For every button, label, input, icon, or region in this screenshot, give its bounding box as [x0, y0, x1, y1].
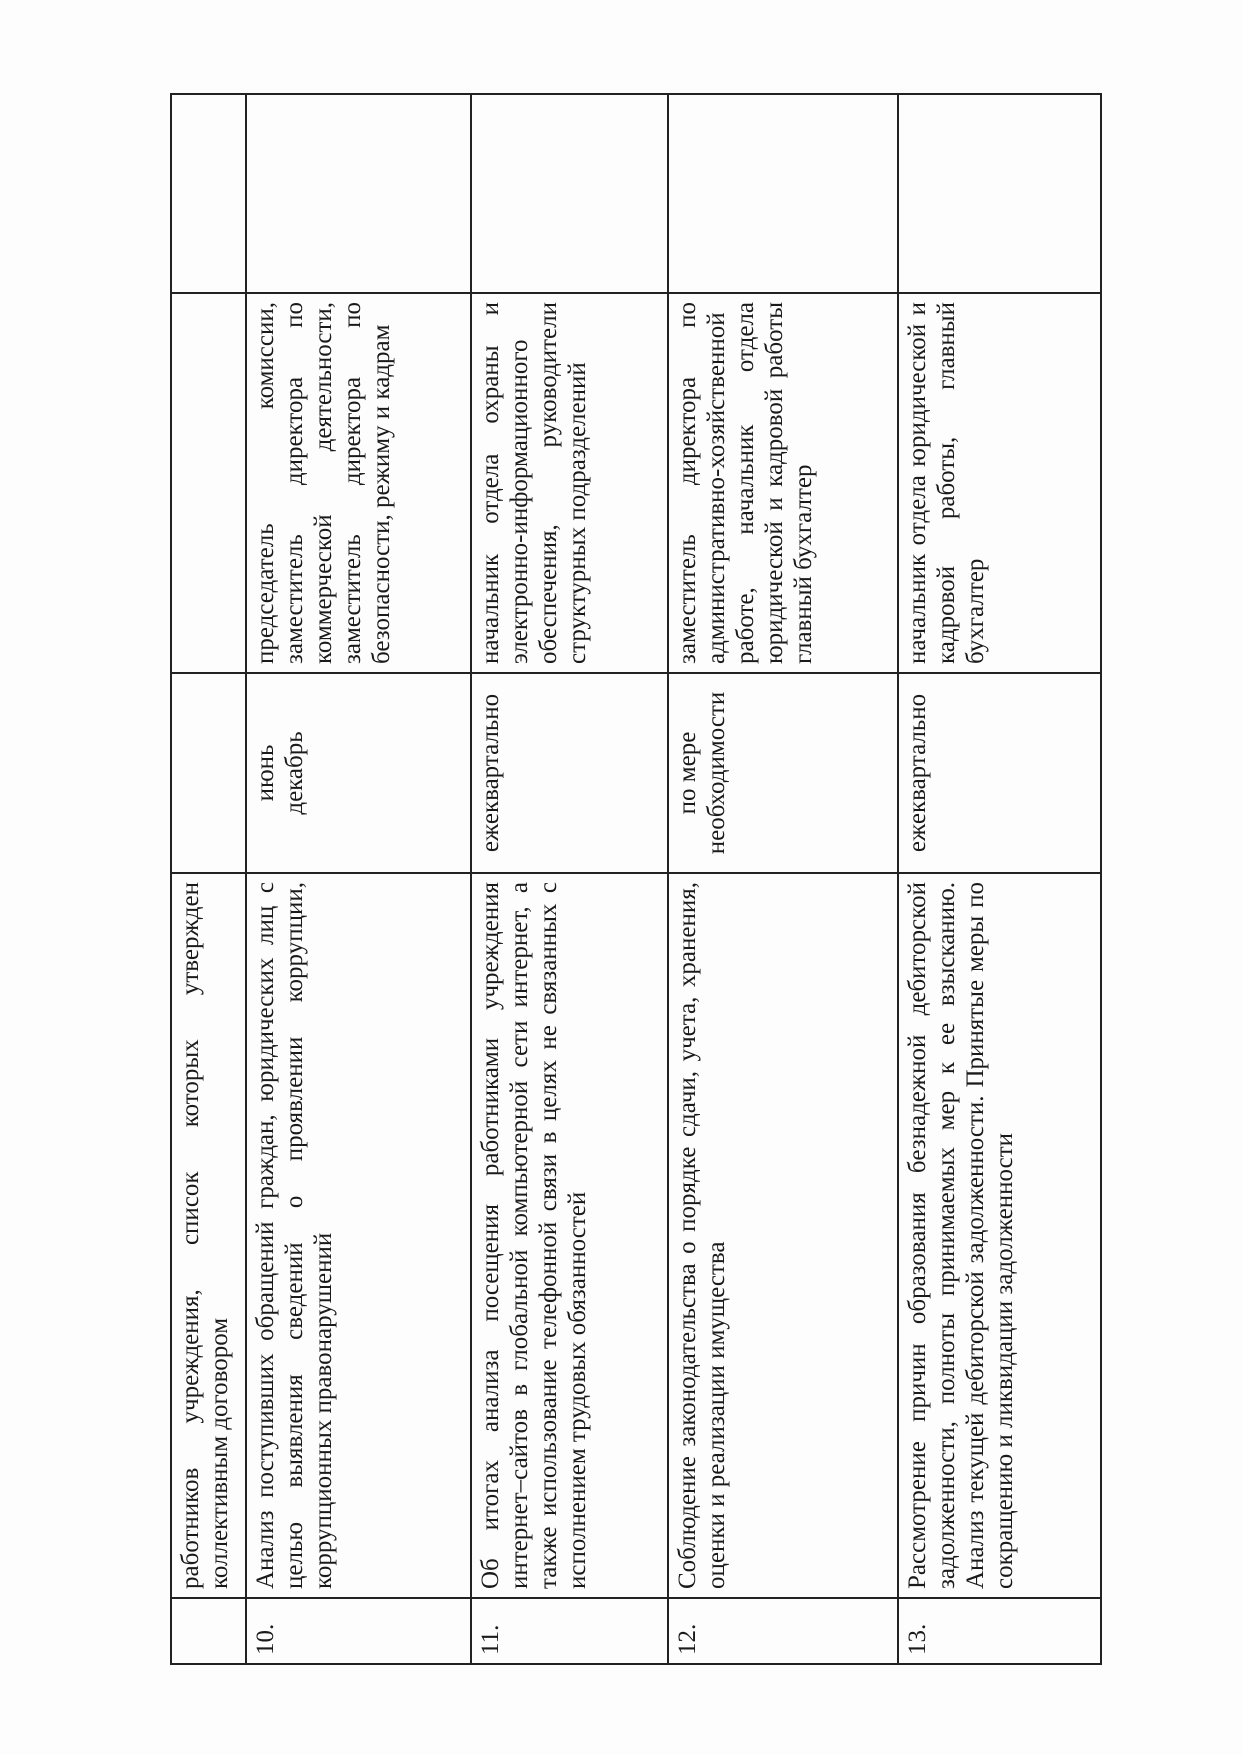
deadline-text: декабрь [280, 731, 308, 815]
deadline-cell [471, 673, 668, 873]
deadline-text: ежеквартально [476, 693, 504, 853]
table-row [246, 94, 471, 1664]
deadline-cell [171, 673, 246, 873]
rotated-table-container [170, 95, 1102, 1665]
row-number: 11. [471, 1598, 668, 1664]
row-number: 12. [668, 1598, 898, 1664]
deadline-text: по мере [673, 731, 701, 815]
event-description: Соблюдение законодательства о порядке сдачи, учета, хранения, оценки и реализации имущества [668, 873, 898, 1598]
responsible-persons: начальник отдела юридической и кадровой работы, главный бухгалтер [898, 293, 1101, 673]
table-row [898, 94, 1101, 1664]
event-description: Об итогах анализа посещения работниками учреждения интернет–сайтов в глобальной компьютерной сети интернет, а также использование телефонной связи в целях не связанных с исполнением трудовых обязанностей [471, 873, 668, 1598]
table-row [668, 94, 898, 1664]
row-number: 13. [898, 1598, 1101, 1664]
responsible-persons [171, 293, 246, 673]
event-description: работников учреждения, список которых утвержден коллективным договором [171, 873, 246, 1598]
note-cell [898, 94, 1101, 293]
deadline-text: необходимости [702, 691, 730, 855]
responsible-persons: председатель комиссии, заместитель директора по коммерческой деятельности, заместитель директора по безопасности, режиму и кадрам [246, 293, 471, 673]
anticorruption-plan-table [170, 93, 1102, 1665]
event-description: Рассмотрение причин образования безнадежной дебиторской задолженности, полноты принимаемых мер к ее взысканию. Анализ текущей дебиторской задолженности. Принятые меры по сокращению и ликвидации задолженности [898, 873, 1101, 1598]
deadline-text: ежеквартально [903, 693, 931, 853]
note-cell [171, 94, 246, 293]
responsible-persons: начальник отдела охраны и электронно-информационного обеспечения, руководители структурных подразделений [471, 293, 668, 673]
note-cell [471, 94, 668, 293]
event-description: Анализ поступивших обращений граждан, юридических лиц с целью выявления сведений о проявлении коррупции, коррупционных правонарушений [246, 873, 471, 1598]
note-cell [668, 94, 898, 293]
responsible-persons: заместитель директора по административно-хозяйственной работе, начальник отдела юридической и кадровой работы главный бухгалтер [668, 293, 898, 673]
note-cell [246, 94, 471, 293]
deadline-text: июнь [251, 744, 279, 802]
table-row [471, 94, 668, 1664]
deadline-cell [246, 673, 471, 873]
table-row [171, 94, 246, 1664]
row-number [171, 1598, 246, 1664]
deadline-cell [668, 673, 898, 873]
row-number: 10. [246, 1598, 471, 1664]
deadline-cell [898, 673, 1101, 873]
